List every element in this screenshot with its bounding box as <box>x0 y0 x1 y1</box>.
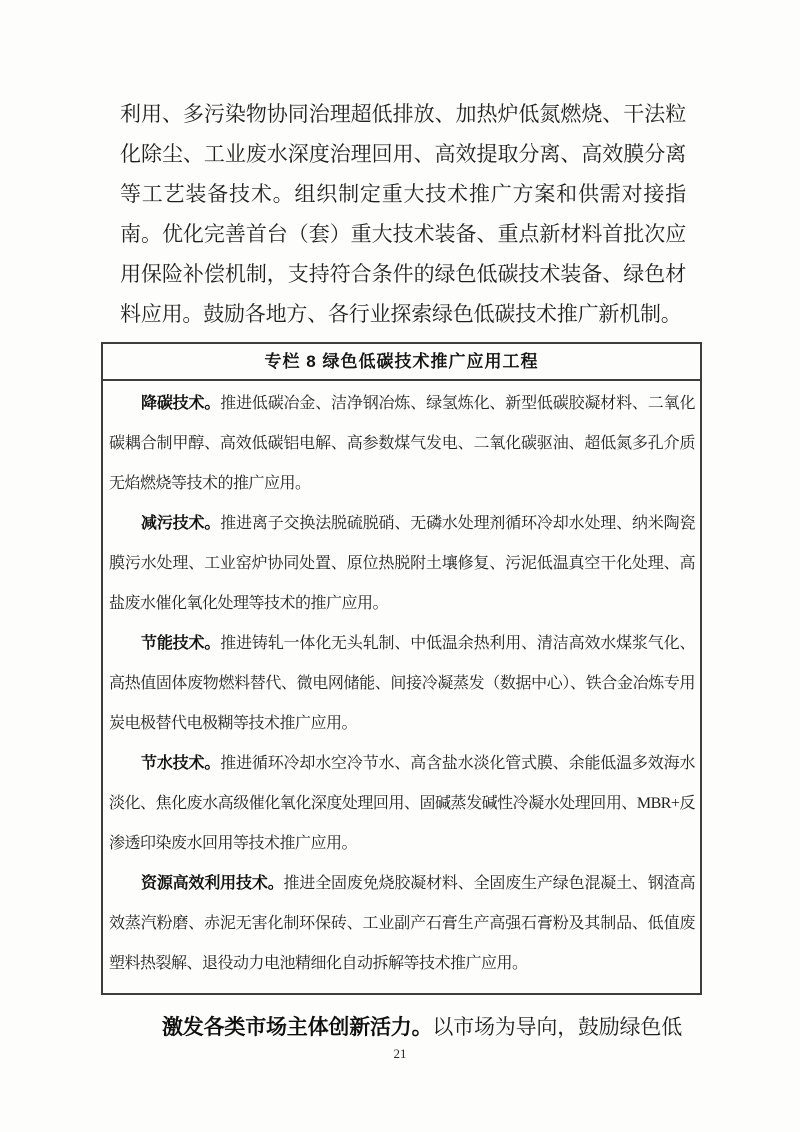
column-box-body <box>103 381 700 993</box>
box-paragraph-text: 推进铸轧一体化无头轧制、中低温余热利用、清洁高效水煤浆气化、高热值固体废物燃料替代、微电网储能、间接冷凝蒸发（数据中心）、铁合金冶炼专用炭电极替代电极糊等技术推广应用。 <box>109 635 695 732</box>
closing-paragraph <box>120 1007 686 1048</box>
box-paragraph-text: 推进全固废免烧胶凝材料、全固废生产绿色混凝土、钢渣高效蒸汽粉磨、赤泥无害化制环保砖、工业副产石膏生产高强石膏粉及其制品、低值废塑料热裂解、退役动力电池精细化自动拆解等技术推广应用。 <box>109 875 695 972</box>
box-paragraph <box>109 624 695 744</box>
closing-paragraph-lead: 激发各类市场主体创新活力。 <box>162 1016 433 1039</box>
box-paragraph <box>109 744 695 864</box>
box-paragraph-lead: 节能技术。 <box>141 635 221 652</box>
box-paragraph-lead: 资源高效利用技术。 <box>141 875 284 892</box>
box-paragraph <box>109 504 695 624</box>
column-box-title: 专栏 8 绿色低碳技术推广应用工程 <box>103 344 700 381</box>
page-number: 21 <box>393 1046 407 1061</box>
box-paragraph-text: 推进循环冷却水空冷节水、高含盐水淡化管式膜、余能低温多效海水淡化、焦化废水高级催化氧化深度处理回用、固碱蒸发碱性冷凝水处理回用、MBR+反渗透印染废水回用等技术推广应用。 <box>109 755 695 852</box>
intro-paragraph: 利用、多污染物协同治理超低排放、加热炉低氮燃烧、干法粒化除尘、工业废水深度治理回用、高效提取分离、高效膜分离等工艺装备技术。组织制定重大技术推广方案和供需对接指南。优化完善首台（套）重大技术装备、重点新材料首批次应用保险补偿机制，支持符合条件的绿色低碳技术装备、绿色材料应用。鼓励各地方、各行业探索绿色低碳技术推广新机制。 <box>120 102 686 326</box>
box-paragraph <box>109 384 695 504</box>
box-paragraph-lead: 降碳技术。 <box>141 395 221 412</box>
box-paragraph <box>109 864 695 984</box>
box-paragraph-text: 推进低碳冶金、洁净钢冶炼、绿氢炼化、新型低碳胶凝材料、二氧化碳耦合制甲醇、高效低碳铝电解、高参数煤气发电、二氧化碳驱油、超低氮多孔介质无焰燃烧等技术的推广应用。 <box>109 395 695 492</box>
box-paragraph-lead: 节水技术。 <box>141 755 221 772</box>
box-paragraph-text: 推进离子交换法脱硫脱硝、无磷水处理剂循环冷却水处理、纳米陶瓷膜污水处理、工业窑炉协同处置、原位热脱附土壤修复、污泥低温真空干化处理、高盐废水催化氧化处理等技术的推广应用。 <box>109 515 695 612</box>
column-box <box>101 342 702 995</box>
box-paragraph-lead: 减污技术。 <box>141 515 221 532</box>
closing-paragraph-text: 以市场为导向，鼓励绿色低 <box>432 1015 683 1039</box>
